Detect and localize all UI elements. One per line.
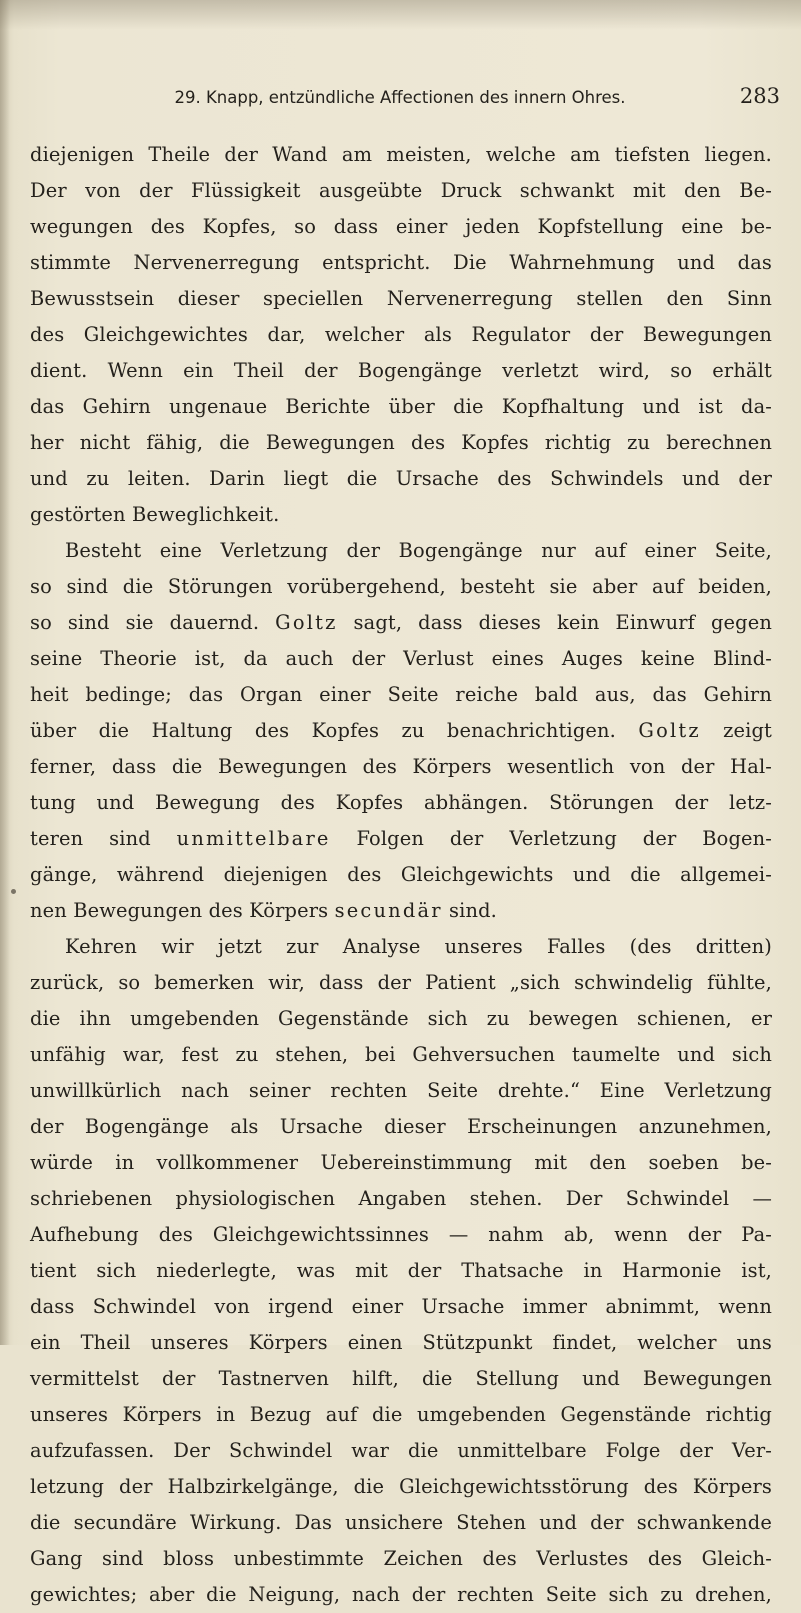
text-line: zurück, so bemerken wir, dass der Patient „sich schwindelig fühlte,	[30, 971, 772, 994]
text-line: gewichtes; aber die Neigung, nach der rechten Seite sich zu drehen,	[30, 1583, 772, 1606]
text-line: vermittelst der Tastnerven hilft, die Stellung und Bewegungen	[30, 1367, 772, 1390]
text-line: Aufhebung des Gleichgewichtssinnes — nahm ab, wenn der Pa-	[30, 1223, 772, 1246]
text-line: dient. Wenn ein Theil der Bogengänge verletzt wird, so erhält	[30, 359, 772, 382]
text-line: würde in vollkommener Uebereinstimmung mit den soeben be-	[30, 1151, 772, 1174]
text-line: ein Theil unseres Körpers einen Stützpunkt findet, welcher uns	[30, 1331, 772, 1354]
page-number: 283	[739, 84, 780, 108]
text-line: so sind sie dauernd. Goltz sagt, dass dieses kein Einwurf gegen	[30, 611, 772, 634]
text-line: die secundäre Wirkung. Das unsichere Stehen und der schwankende	[30, 1511, 772, 1534]
scan-shadow-top	[0, 0, 801, 30]
text-line: unseres Körpers in Bezug auf die umgebenden Gegenstände richtig	[30, 1403, 772, 1426]
paragraph-start-line: Kehren wir jetzt zur Analyse unseres Falles (des dritten)	[65, 935, 772, 958]
text-line: dass Schwindel von irgend einer Ursache immer abnimmt, wenn	[30, 1295, 772, 1318]
text-line: nen Bewegungen des Körpers secundär sind.	[30, 899, 497, 922]
text-line: über die Haltung des Kopfes zu benachrichtigen. Goltz zeigt	[30, 719, 772, 742]
text-line: so sind die Störungen vorübergehend, besteht sie aber auf beiden,	[30, 575, 772, 598]
margin-speck	[11, 889, 16, 894]
text-line: gänge, während diejenigen des Gleichgewichts und die allgemei-	[30, 863, 772, 886]
text-line: Bewusstsein dieser speciellen Nervenerregung stellen den Sinn	[30, 287, 772, 310]
text-line: der Bogengänge als Ursache dieser Erscheinungen anzunehmen,	[30, 1115, 772, 1138]
text-line: Gang sind bloss unbestimmte Zeichen des Verlustes des Gleich-	[30, 1547, 772, 1570]
text-line: unfähig war, fest zu stehen, bei Gehversuchen taumelte und sich	[30, 1043, 772, 1066]
paragraph-start-line: Besteht eine Verletzung der Bogengänge nur auf einer Seite,	[65, 539, 772, 562]
text-line: aufzufassen. Der Schwindel war die unmittelbare Folge der Ver-	[30, 1439, 772, 1462]
text-line: letzung der Halbzirkelgänge, die Gleichgewichtsstörung des Körpers	[30, 1475, 772, 1498]
text-line: teren sind unmittelbare Folgen der Verletzung der Bogen-	[30, 827, 772, 850]
text-line: seine Theorie ist, da auch der Verlust eines Auges keine Blind-	[30, 647, 772, 670]
running-header	[30, 84, 800, 118]
body-text	[30, 137, 772, 1613]
text-line: heit bedinge; das Organ einer Seite reiche bald aus, das Gehirn	[30, 683, 772, 706]
scan-shadow-left	[0, 0, 10, 1345]
running-title: 29. Knapp, entzündliche Affectionen des innern Ohres.	[174, 88, 626, 107]
text-line: unwillkürlich nach seiner rechten Seite drehte.“ Eine Verletzung	[30, 1079, 772, 1102]
text-line: und zu leiten. Darin liegt die Ursache des Schwindels und der	[30, 467, 772, 490]
text-line: tung und Bewegung des Kopfes abhängen. Störungen der letz-	[30, 791, 772, 814]
text-line: wegungen des Kopfes, so dass einer jeden Kopfstellung eine be-	[30, 215, 772, 238]
text-line: diejenigen Theile der Wand am meisten, welche am tiefsten liegen.	[30, 143, 772, 166]
text-line: stimmte Nervenerregung entspricht. Die Wahrnehmung und das	[30, 251, 772, 274]
text-line: schriebenen physiologischen Angaben stehen. Der Schwindel —	[30, 1187, 772, 1210]
text-line: ferner, dass die Bewegungen des Körpers wesentlich von der Hal-	[30, 755, 772, 778]
text-line: die ihn umgebenden Gegenstände sich zu bewegen schienen, er	[30, 1007, 772, 1030]
text-line: tient sich niederlegte, was mit der Thatsache in Harmonie ist,	[30, 1259, 772, 1282]
text-line: das Gehirn ungenaue Berichte über die Kopfhaltung und ist da-	[30, 395, 772, 418]
text-line: her nicht fähig, die Bewegungen des Kopfes richtig zu berechnen	[30, 431, 772, 454]
text-line: gestörten Beweglichkeit.	[30, 503, 280, 526]
text-line: Der von der Flüssigkeit ausgeübte Druck schwankt mit den Be-	[30, 179, 772, 202]
text-line: des Gleichgewichtes dar, welcher als Regulator der Bewegungen	[30, 323, 772, 346]
